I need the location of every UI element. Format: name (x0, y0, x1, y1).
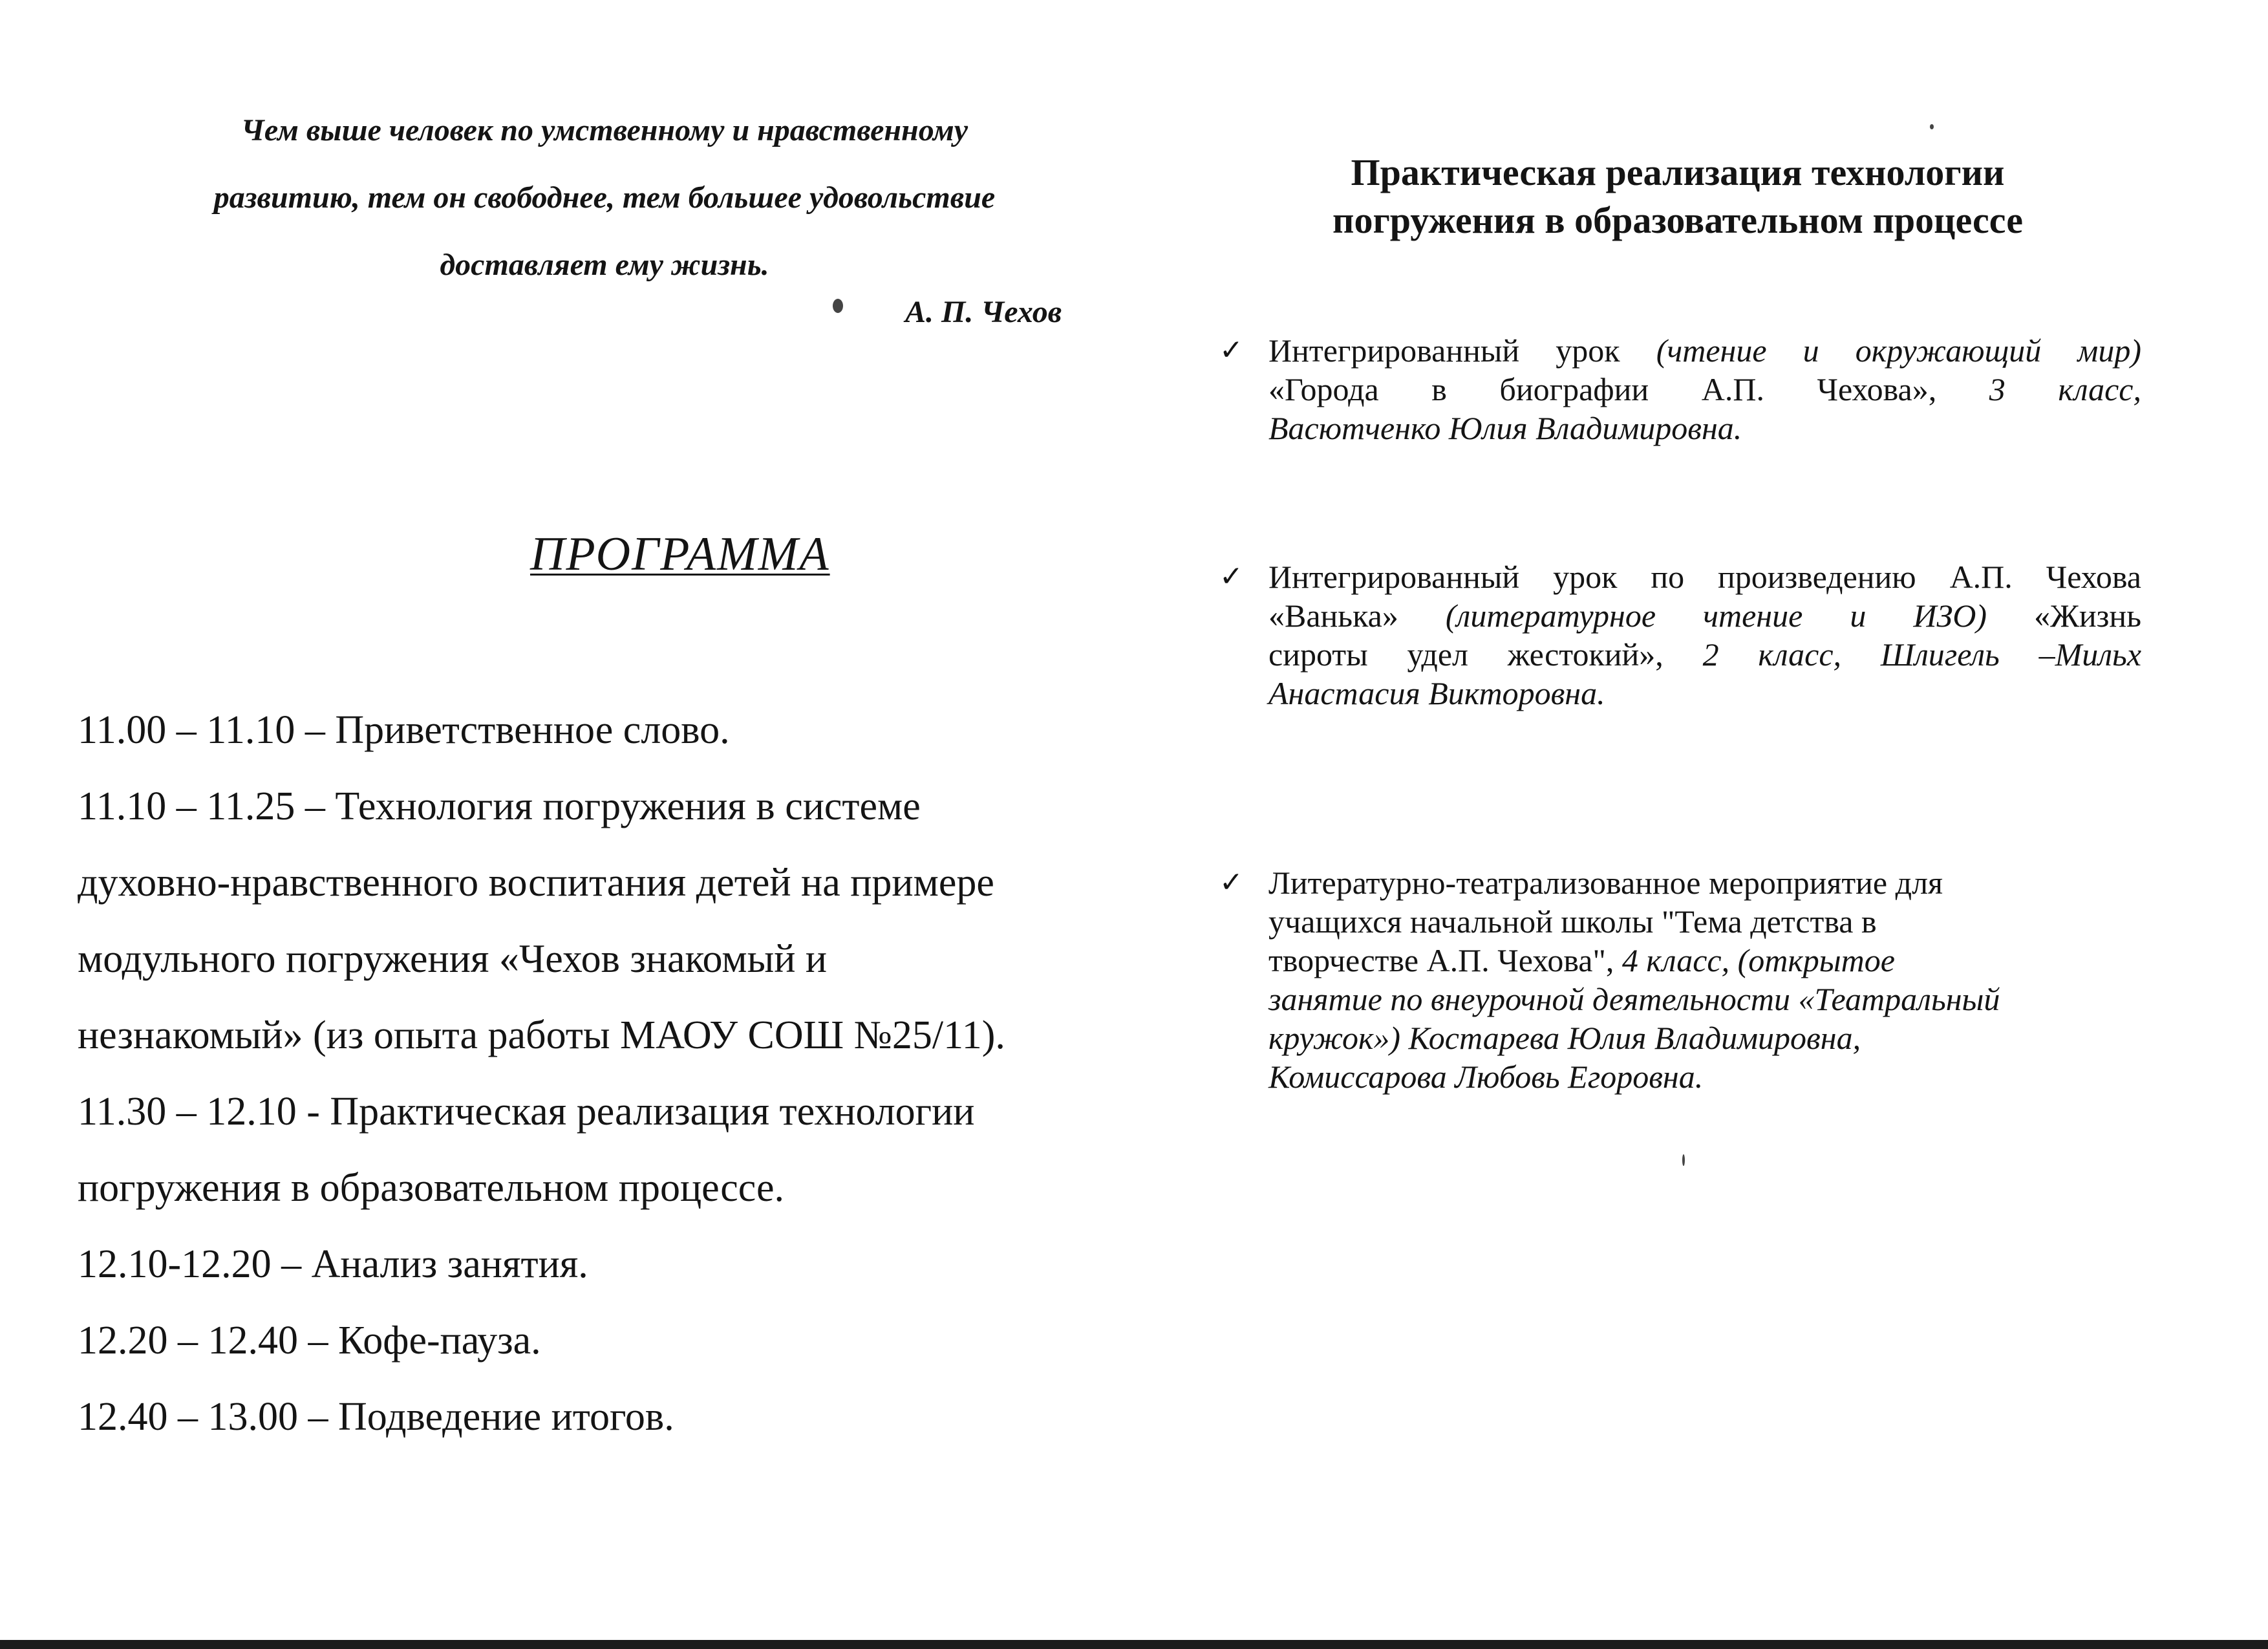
schedule-line: 11.30 – 12.10 - Практическая реализация технологии (78, 1090, 975, 1134)
scan-edge-bar (0, 1640, 2268, 1649)
item-line (1268, 635, 2141, 674)
item-subject: (литературное чтение и ИЗО) (1445, 598, 2035, 634)
schedule-line: духовно-нравственного воспитания детей на примере (78, 861, 994, 905)
item-text: «Города в биографии А.П. Чехова», (1268, 371, 1989, 407)
lesson-item (1209, 863, 2146, 1096)
scan-speck (833, 299, 843, 313)
schedule-line: незнакомый» (из опыта работы МАОУ СОШ №25/11). (78, 1013, 1005, 1057)
program-title: ПРОГРАММА (530, 528, 830, 581)
lesson-item-body (1268, 557, 2141, 713)
item-line (1268, 370, 2141, 409)
practice-title-line: Практическая реализация технологии (1351, 151, 2005, 193)
lesson-item-body (1268, 331, 2141, 447)
quote-author: А. П. Чехов (905, 295, 1062, 329)
item-grade-teacher: 2 класс, Шлигель –Мильх (1702, 636, 2142, 673)
item-subject: (чтение и окружающий мир) (1656, 332, 2141, 369)
practice-title-line: погружения в образовательном процессе (1332, 199, 2023, 241)
quote-line: доставляет ему жизнь. (440, 248, 769, 282)
schedule-line: погружения в образовательном процессе. (78, 1166, 785, 1210)
item-line: кружок») Костарева Юлия Владимировна, (1268, 1020, 1861, 1056)
item-line: Литературно-театрализованное мероприятие для (1268, 865, 1943, 901)
item-line: учащихся начальной школы "Тема детства в (1268, 903, 1877, 940)
item-line (1268, 331, 2141, 370)
item-text: сироты удел жестокий», (1268, 636, 1703, 673)
schedule-line: 11.10 – 11.25 – Технология погружения в системе (78, 784, 921, 828)
schedule-line: 12.40 – 13.00 – Подведение итогов. (78, 1395, 674, 1439)
epigraph-quote (84, 97, 1125, 299)
item-line: занятие по внеурочной деятельности «Театральный (1268, 981, 2000, 1017)
item-line (1268, 941, 2141, 980)
schedule-line: 12.10-12.20 – Анализ занятия. (78, 1242, 588, 1286)
item-line (1268, 596, 2141, 635)
item-grade: 4 класс, (открытое (1621, 942, 1895, 978)
item-teacher: Васютченко Юлия Владимировна. (1268, 410, 1742, 446)
item-teacher: Комиссарова Любовь Егоровна. (1268, 1059, 1704, 1095)
item-teacher: Анастасия Викторовна. (1268, 675, 1605, 711)
checkmark-icon: ✓ (1219, 334, 1243, 367)
lesson-item (1209, 331, 2146, 447)
right-panel (1209, 149, 2146, 1095)
schedule-line: 11.00 – 11.10 – Приветственное слово. (78, 708, 730, 752)
item-text: Интегрированный урок (1268, 332, 1656, 369)
item-grade: 3 класс, (1989, 371, 2142, 407)
lesson-item-body (1268, 863, 2141, 1096)
item-text: творчестве А.П. Чехова", (1268, 942, 1622, 978)
item-text: «Ванька» (1268, 598, 1446, 634)
schedule-line: модульного погружения «Чехов знакомый и (78, 937, 828, 981)
scan-speck (1682, 1154, 1685, 1166)
checkmark-icon: ✓ (1219, 866, 1243, 899)
quote-line: Чем выше человек по умственному и нравственному (241, 113, 968, 147)
program-schedule (78, 692, 1138, 1455)
left-panel (78, 97, 1125, 1439)
schedule-line: 12.20 – 12.40 – Кофе-пауза. (78, 1319, 541, 1363)
item-line: Интегрированный урок по произведению А.П. Чехова (1268, 559, 2141, 595)
item-text: «Жизнь (2034, 598, 2141, 634)
scan-speck (1930, 124, 1934, 129)
quote-line: развитию, тем он свободнее, тем большее удовольствие (213, 180, 996, 215)
checkmark-icon: ✓ (1219, 560, 1243, 593)
lesson-item (1209, 557, 2146, 713)
practice-title (1209, 149, 2146, 244)
